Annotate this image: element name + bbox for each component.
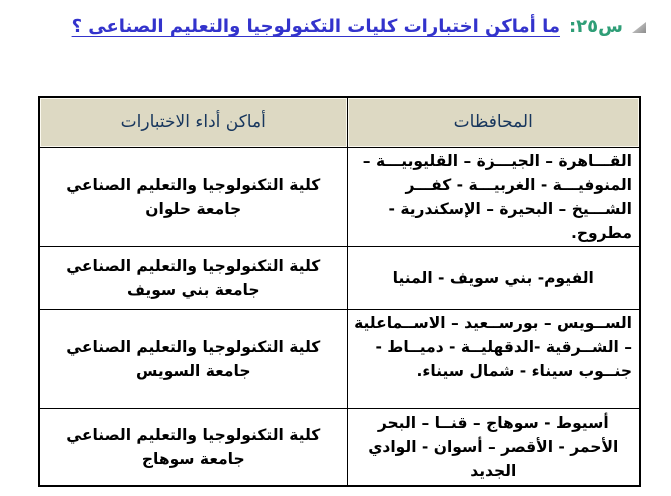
header-row bbox=[39, 97, 640, 147]
table-row bbox=[39, 408, 640, 486]
question-number: س٢٥: bbox=[568, 16, 623, 37]
governorates-cell: الفيوم- بني سويف - المنيا bbox=[347, 246, 640, 309]
exam-locations-table bbox=[38, 96, 641, 487]
college-cell: كلية التكنولوجيا والتعليم الصناعي جامعة السويس bbox=[39, 309, 347, 408]
table-row bbox=[39, 147, 640, 246]
column-header-exam-places: أماكن أداء الاختبارات bbox=[39, 97, 347, 147]
column-header-governorates: المحافظات bbox=[347, 97, 640, 147]
question-title bbox=[72, 13, 646, 42]
governorates-cell: القـــاهرة – الجيـــزة – القليوبيـــة – المنوفيـــة - الغربيـــة - كفـــر الشـــيخ – البحيرة – الإسكندرية - مطروح. bbox=[347, 147, 640, 246]
college-cell: كلية التكنولوجيا والتعليم الصناعي جامعة سوهاج bbox=[39, 408, 347, 486]
table-row bbox=[39, 246, 640, 309]
governorates-cell: الســويس – بورســعيد – الاســماعلية – الشــرقية -الدقهليــة - دميــاط - جنــوب سيناء - شمال سيناء. bbox=[347, 309, 640, 408]
college-cell: كلية التكنولوجيا والتعليم الصناعي جامعة حلوان bbox=[39, 147, 347, 246]
governorates-cell: أسيوط - سوهاج – قنــا – البحر الأحمر - الأقصر – أسوان - الوادي الجديد bbox=[347, 408, 640, 486]
table-row bbox=[39, 309, 640, 408]
bullet-triangle-icon bbox=[632, 22, 646, 33]
college-cell: كلية التكنولوجيا والتعليم الصناعي جامعة بني سويف bbox=[39, 246, 347, 309]
question-text: ما أماكن اختبارات كليات التكنولوجيا والتعليم الصناعى ؟ bbox=[71, 16, 560, 37]
